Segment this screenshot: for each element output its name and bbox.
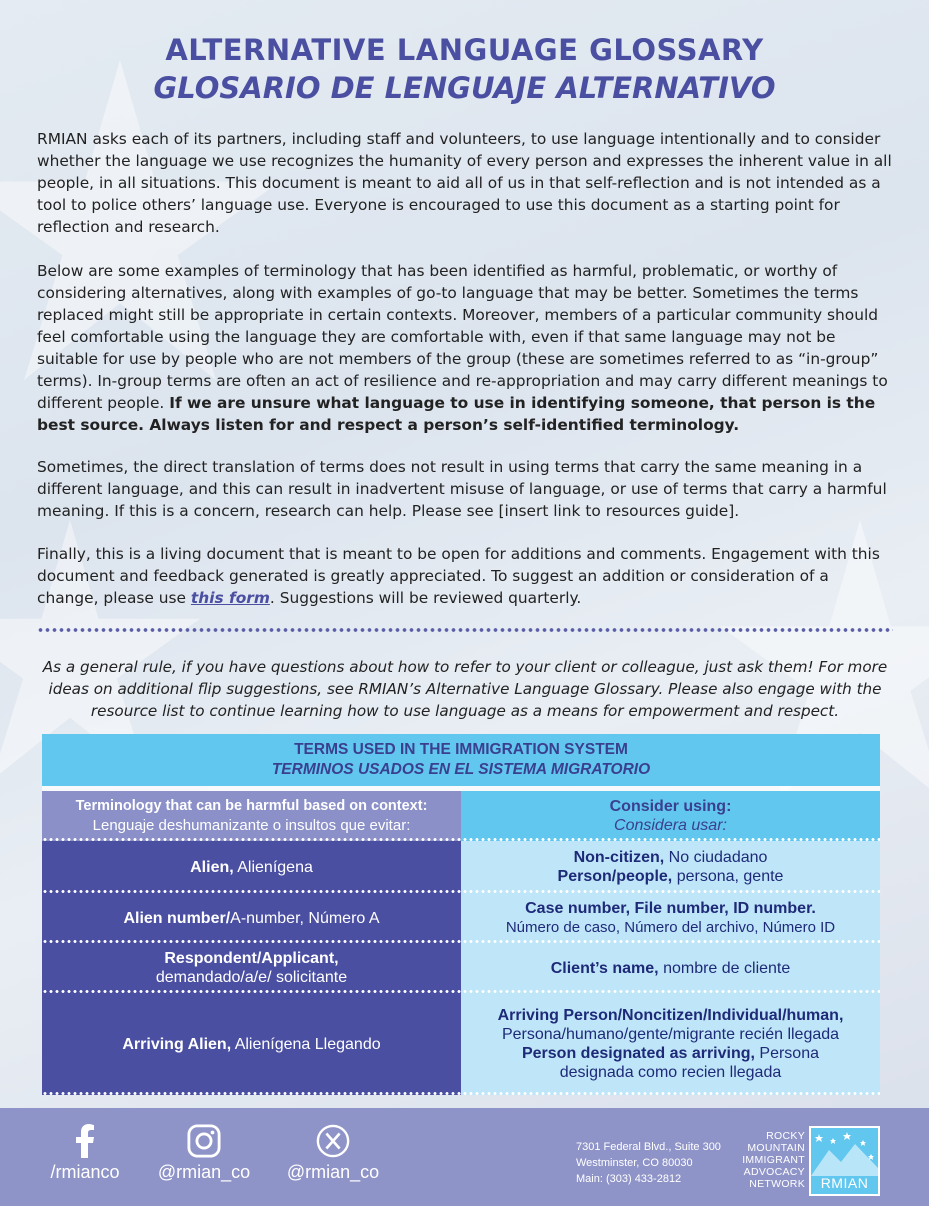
intro-paragraph-1: RMIAN asks each of its partners, including staff and volunteers, to use language intentionally and to consider whether the language we use recognizes the humanity of every person and expresses the inherent value in all people, in all situations. This document is meant to aid all of us in that self-reflection and is not intended as a tool to police others’ language use. Everyone is encouraged to use this document as a starting point for reflection and research. bbox=[37, 130, 892, 236]
address-line: 7301 Federal Blvd., Suite 300 bbox=[576, 1141, 721, 1153]
instagram-icon bbox=[186, 1124, 222, 1158]
table-header-left bbox=[42, 791, 461, 841]
harmful-term: Alien number/ bbox=[123, 909, 231, 927]
facebook-link[interactable] bbox=[30, 1124, 140, 1183]
logo-text: RMIAN bbox=[820, 1175, 869, 1191]
org-name-line: IMMIGRANT bbox=[742, 1154, 805, 1166]
table-title-en: TERMS USED IN THE IMMIGRATION SYSTEM bbox=[294, 741, 628, 758]
intro-paragraph-4-text: Finally, this is a living document that is meant to be open for additions and comments. Engagement with this document and feedback generated is greatly appreciated. To suggest an addition or consideration of a change, please use bbox=[37, 545, 880, 607]
address-block bbox=[576, 1139, 721, 1187]
phone-number: Main: (303) 433-2812 bbox=[576, 1173, 682, 1185]
page-title: ALTERNATIVE LANGUAGE GLOSSARY bbox=[165, 33, 764, 67]
x-link[interactable] bbox=[278, 1124, 388, 1183]
alternative-term-translation: nombre de cliente bbox=[658, 959, 791, 977]
table-row bbox=[42, 943, 880, 993]
org-name-line: ADVOCACY bbox=[743, 1166, 805, 1178]
table-title-es: TERMINOS USADOS EN EL SISTEMA MIGRATORIO bbox=[271, 761, 651, 778]
harmful-term-translation: Alienígena Llegando bbox=[231, 1035, 381, 1053]
alternative-term: Person/people, bbox=[557, 868, 673, 885]
harmful-term-cell bbox=[42, 943, 461, 993]
x-handle: @rmian_co bbox=[286, 1162, 380, 1182]
table-row bbox=[42, 841, 880, 893]
harmful-term-translation: demandado/a/e/ solicitante bbox=[155, 969, 348, 986]
table-header-right-bold: Consider using: bbox=[609, 798, 732, 815]
alternative-term-translation: Número de caso, Número del archivo, Número ID bbox=[505, 919, 836, 936]
intro-paragraph-4 bbox=[37, 543, 895, 609]
harmful-term-cell bbox=[42, 893, 461, 943]
table-row bbox=[42, 993, 880, 1095]
instagram-handle: @rmian_co bbox=[157, 1162, 251, 1182]
alternative-term-translation: No ciudadano bbox=[664, 849, 768, 866]
table-row bbox=[42, 893, 880, 943]
facebook-icon bbox=[73, 1124, 97, 1158]
harmful-term: Alien, bbox=[190, 858, 234, 876]
footer bbox=[0, 1108, 929, 1206]
alternative-term-translation: designada como recien llegada bbox=[559, 1064, 782, 1081]
harmful-term-cell bbox=[42, 993, 461, 1095]
intro-paragraph-2-text: Below are some examples of terminology that has been identified as harmful, problematic, or worthy of considering alternatives, along with examples of go-to language that may be better. Sometimes the terms replaced might still be appropriate in certain contexts. Moreover, members of a particular community should feel comfortable using the language they are comfortable with, even if that same language may not be suitable for use by people who are not members of the group (these are sometimes referred to as “in-group” terms). In-group terms are often an act of resilience and re-appropriation and may carry different meanings to different people. bbox=[37, 262, 888, 412]
harmful-term-translation: Alienígena bbox=[233, 858, 313, 876]
alternative-term: Non-citizen, bbox=[573, 849, 665, 866]
harmful-term-translation: A-number, Número A bbox=[230, 909, 380, 927]
alternative-term-translation: Persona bbox=[754, 1045, 819, 1062]
org-name-line: ROCKY bbox=[766, 1130, 805, 1142]
alternative-term-cell bbox=[461, 943, 880, 993]
table-header-left-bold: Terminology that can be harmful based on context: bbox=[75, 798, 428, 814]
alternative-term: Client’s name, bbox=[550, 959, 659, 977]
intro-paragraph-2 bbox=[37, 260, 895, 436]
table-header-left-sub: Lenguaje deshumanizante o insultos que evitar: bbox=[92, 817, 411, 834]
intro-paragraph-2-bold: If we are unsure what language to use in identifying someone, that person is the best source. Always listen for and respect a person’s self-identified terminology. bbox=[37, 394, 876, 434]
alternative-term-translation: Persona/humano/gente/migrante recién llegada bbox=[501, 1026, 840, 1043]
page-subtitle: GLOSARIO DE LENGUAJE ALTERNATIVO bbox=[153, 71, 776, 105]
intro-paragraph-4-end: . Suggestions will be reviewed quarterly. bbox=[269, 589, 582, 607]
terms-table bbox=[42, 734, 880, 1095]
alternative-term-cell bbox=[461, 841, 880, 893]
x-icon bbox=[316, 1124, 350, 1158]
org-name-line: NETWORK bbox=[749, 1178, 805, 1190]
row-separator bbox=[42, 1092, 880, 1095]
table-header-right bbox=[461, 791, 880, 841]
rmian-logo bbox=[809, 1126, 880, 1196]
alternative-term-translation: persona, gente bbox=[672, 868, 784, 885]
address-line: Westminster, CO 80030 bbox=[576, 1157, 693, 1169]
harmful-term-cell bbox=[42, 841, 461, 893]
general-rule-note: As a general rule, if you have questions about how to refer to your client or colleague, just ask them! For more ideas on additional flip suggestions, see RMIAN’s Alternative Language Glossary. Please also engage with the resource list to continue learning how to use language as a means for empowerment and respect. bbox=[42, 658, 888, 720]
alternative-term-cell bbox=[461, 893, 880, 943]
intro-paragraph-3: Sometimes, the direct translation of terms does not result in using terms that carry the same meaning in a different language, and this can result in inadvertent misuse of language, or use of terms that carry a harmful meaning. If this is a concern, research can help. Please see [insert link to resources guide]. bbox=[37, 458, 887, 520]
harmful-term: Arriving Alien, bbox=[122, 1035, 232, 1053]
table-header-row bbox=[42, 791, 880, 841]
feedback-form-link[interactable]: this form bbox=[190, 589, 270, 607]
facebook-handle: /rmianco bbox=[50, 1162, 120, 1182]
table-header-right-sub: Considera usar: bbox=[614, 817, 727, 834]
mountain-stars-icon bbox=[811, 1128, 878, 1176]
instagram-link[interactable] bbox=[149, 1124, 259, 1183]
table-title bbox=[42, 734, 880, 786]
harmful-term: Respondent/Applicant, bbox=[164, 950, 339, 967]
alternative-term-cell bbox=[461, 993, 880, 1095]
org-name bbox=[735, 1130, 805, 1190]
alternative-term: Case number, File number, ID number. bbox=[525, 900, 816, 917]
dotted-divider bbox=[37, 628, 893, 632]
alternative-term: Arriving Person/Noncitizen/Individual/human, bbox=[497, 1007, 844, 1024]
org-name-line: MOUNTAIN bbox=[747, 1142, 805, 1154]
alternative-term: Person designated as arriving, bbox=[521, 1045, 755, 1062]
